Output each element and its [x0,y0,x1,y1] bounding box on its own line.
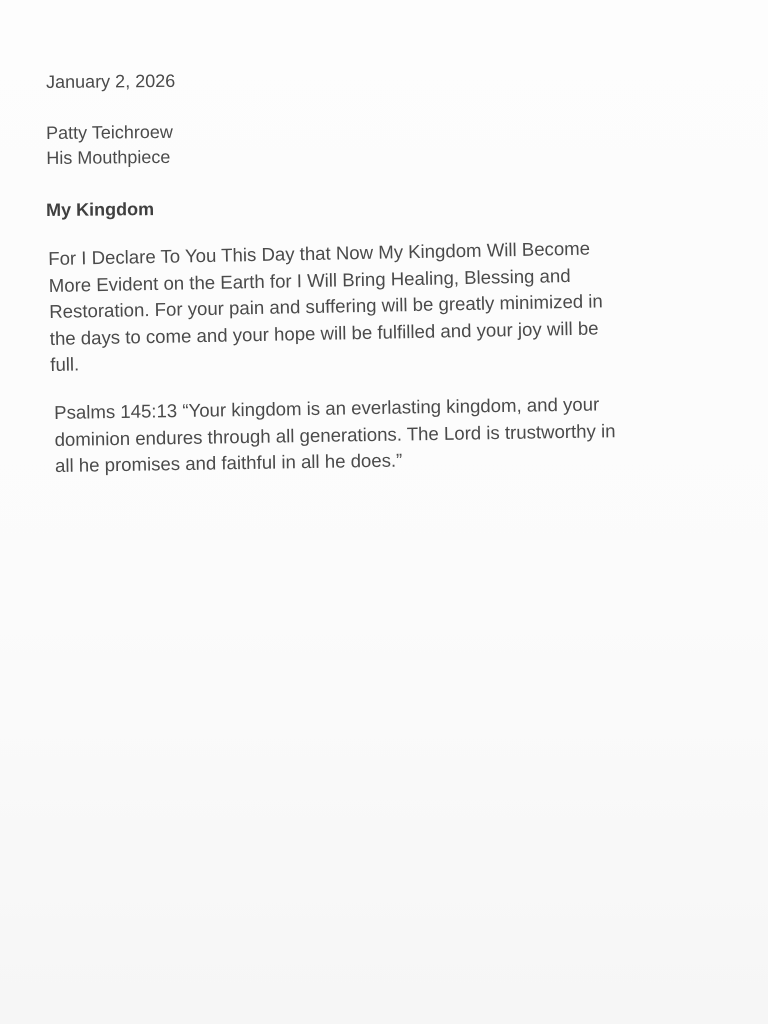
scripture-line: dominion endures through all generations. The Lord is trustworthy in [54,419,616,450]
message-line: full. [50,353,80,375]
author-role: His Mouthpiece [46,146,171,168]
author-name: Patty Teichroew [46,121,173,143]
scripture-line: Psalms 145:13 “Your kingdom is an everlasting kingdom, and your [54,393,600,423]
message-line: For I Declare To You This Day that Now My Kingdom Will Become [48,237,591,269]
scripture-paragraph [54,389,735,479]
message-line: Restoration. For your pain and suffering will be greatly minimized in [49,290,603,322]
letter-date: January 2, 2026 [46,70,176,92]
letter-title: My Kingdom [46,199,155,220]
message-paragraph [48,233,730,379]
message-line: the days to come and your hope will be fulfilled and your joy will be [49,316,599,349]
author-block [46,120,173,171]
message-line: More Evident on the Earth for I Will Bring Healing, Blessing and [48,264,571,296]
scripture-line: all he promises and faithful in all he does.” [54,449,403,476]
